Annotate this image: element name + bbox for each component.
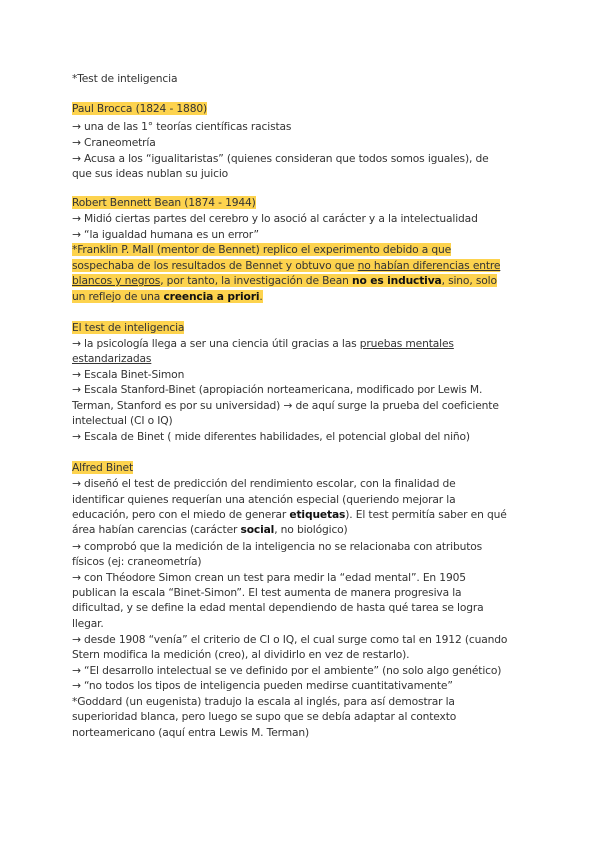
- brocca-line: → una de las 1° teorías científicas racistas: [72, 120, 292, 133]
- goddard-note-line: norteamericano (aquí entra Lewis M. Terman): [72, 726, 310, 739]
- mall-note-line: *Franklin P. Mall (mentor de Bennet) replico el experimento debido a que: [72, 243, 452, 256]
- brocca-line: → Craneometría: [72, 136, 156, 149]
- doc-title: *Test de inteligencia: [72, 72, 178, 85]
- section-heading-test: El test de inteligencia: [72, 321, 185, 334]
- binet-line: → comprobó que la medición de la inteligencia no se relacionaba con atributos: [72, 540, 483, 553]
- bean-line: → Midió ciertas partes del cerebro y lo asoció al carácter y a la intelectualidad: [72, 212, 478, 225]
- section-heading-brocca: Paul Brocca (1824 - 1880): [72, 102, 208, 115]
- binet-line: → diseñó el test de predicción del rendimiento escolar, con la finalidad de: [72, 477, 456, 490]
- binet-line: llegar.: [72, 617, 104, 630]
- binet-line: → “El desarrollo intelectual se ve definido por el ambiente” (no solo algo genético): [72, 664, 502, 677]
- binet-line: Stern modifica la medición (creo), al dividirlo en vez de restarlo).: [72, 648, 410, 661]
- bean-line: → “la igualdad humana es un error”: [72, 228, 259, 241]
- binet-line: → con Théodore Simon crean un test para medir la “edad mental”. En 1905: [72, 571, 466, 584]
- brocca-line: → Acusa a los “igualitaristas” (quienes consideran que todos somos iguales), de: [72, 152, 489, 165]
- binet-line: dificultad, y se define la edad mental dependiendo de hasta qué tarea se logra: [72, 601, 484, 614]
- binet-line: educación, pero con el miedo de generar etiquetas). El test permitía saber en qué: [72, 508, 507, 521]
- goddard-note-line: superioridad blanca, pero luego se supo que se debía adaptar al contexto: [72, 710, 457, 723]
- test-line: → Escala Binet-Simon: [72, 368, 185, 381]
- binet-line: publican la escala “Binet-Simon”. El test aumenta de manera progresiva la: [72, 586, 462, 599]
- test-line: intelectual (CI o IQ): [72, 414, 173, 427]
- brocca-line: que sus ideas nublan su juicio: [72, 167, 229, 180]
- binet-line: → “no todos los tipos de inteligencia pueden medirse cuantitativamente”: [72, 679, 453, 692]
- section-heading-binet: Alfred Binet: [72, 461, 133, 474]
- test-line: → Escala Stanford-Binet (apropiación norteamericana, modificado por Lewis M.: [72, 383, 483, 396]
- binet-line: área habían carencias (carácter social, no biológico): [72, 523, 348, 536]
- test-line: → Escala de Binet ( mide diferentes habilidades, el potencial global del niño): [72, 430, 470, 443]
- mall-note-line: sospechaba de los resultados de Bennet y obtuvo que no habían diferencias entre: [72, 259, 501, 272]
- binet-line: → desde 1908 “venía” el criterio de CI o IQ, el cual surge como tal en 1912 (cuando: [72, 633, 508, 646]
- test-line: Terman, Stanford es por su universidad) → de aquí surge la prueba del coeficiente: [72, 399, 499, 412]
- test-line: → la psicología llega a ser una ciencia útil gracias a las pruebas mentales: [72, 337, 454, 350]
- mall-note-line: un reflejo de una creencia a priori.: [72, 290, 263, 303]
- binet-line: identificar quienes requerían una atención especial (queriendo mejorar la: [72, 493, 456, 506]
- goddard-note-line: *Goddard (un eugenista) tradujo la escala al inglés, para así demostrar la: [72, 695, 455, 708]
- section-heading-bean: Robert Bennett Bean (1874 - 1944): [72, 196, 256, 209]
- mall-note-line: blancos y negros, por tanto, la investigación de Bean no es inductiva, sino, solo: [72, 274, 497, 287]
- binet-line: físicos (ej: craneometría): [72, 555, 202, 568]
- test-line: estandarizadas: [72, 352, 152, 365]
